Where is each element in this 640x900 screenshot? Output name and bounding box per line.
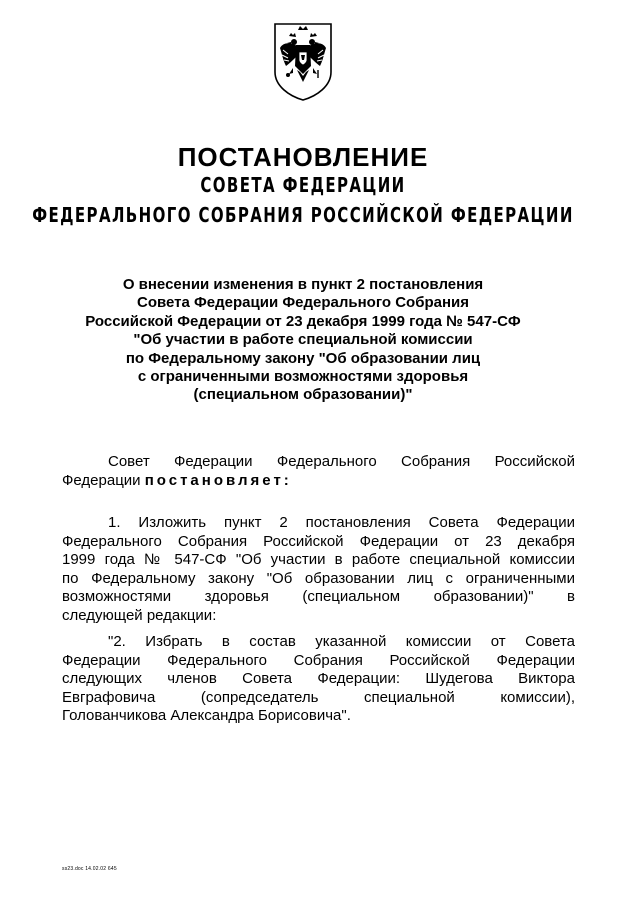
item-2-line: Федерации Федерального Собрания Российской Федерации [62,651,575,669]
heading-line: О внесении изменения в пункт 2 постановления [122,276,484,293]
heading-line: по Федеральному закону "Об образовании лиц [125,349,481,367]
double-headed-eagle-icon [271,20,335,102]
heading-line: с ограниченными возможностями здоровья [137,368,469,386]
item-2-line: Евграфовича (сопредседатель специальной комиссии), [62,688,575,706]
heading-line: Совета Федерации Федерального Собрания [136,294,470,312]
resolves-word: постановляет: [144,471,292,489]
intro-line-text: Федерации [62,471,145,489]
state-emblem [271,20,335,102]
intro-line: Совет Федерации Федерального Собрания Российской [108,453,575,470]
heading-line: Российской Федерации от 23 декабря 1999 года № 547-СФ [85,312,521,330]
intro-line [62,472,575,491]
footer-file-reference: ss23.doc 14.02.02 645 [62,866,117,872]
item-1-line: следующей редакции: [62,606,217,624]
item-1-paragraph [62,514,575,625]
item-1-line: 1999 года № 547-СФ "Об участии в работе специальной комиссии [62,551,575,568]
intro-paragraph [62,453,575,490]
item-2-line: "2. Избрать в состав указанной комиссии от Совета [108,633,575,650]
item-1-line: 1. Изложить пункт 2 постановления Совета Федерации [108,514,575,531]
item-1-line: возможностями здоровья (специальном образовании)" в [62,588,575,605]
item-1-line: Федерального Собрания Российской Федерации от 23 декабря [62,532,575,550]
item-2-paragraph [62,633,575,726]
heading-line: "Об участии в работе специальной комиссии [133,331,473,349]
heading-line: (специальном образовании)" [193,386,413,404]
resolution-heading [62,276,544,405]
document-subtitle-line1: СОВЕТА ФЕДЕРАЦИИ [200,173,406,198]
item-1-line: по Федеральному закону "Об образовании лиц с ограниченными [62,569,575,587]
item-2-line: следующих членов Совета Федерации: Шудегова Виктора [62,670,575,687]
item-2-line: Голованчикова Александра Борисовича". [62,707,351,724]
document-title: ПОСТАНОВЛЕНИЕ [177,142,429,172]
document-subtitle-line2: ФЕДЕРАЛЬНОГО СОБРАНИЯ РОССИЙСКОЙ ФЕДЕРАЦИИ [32,203,574,228]
